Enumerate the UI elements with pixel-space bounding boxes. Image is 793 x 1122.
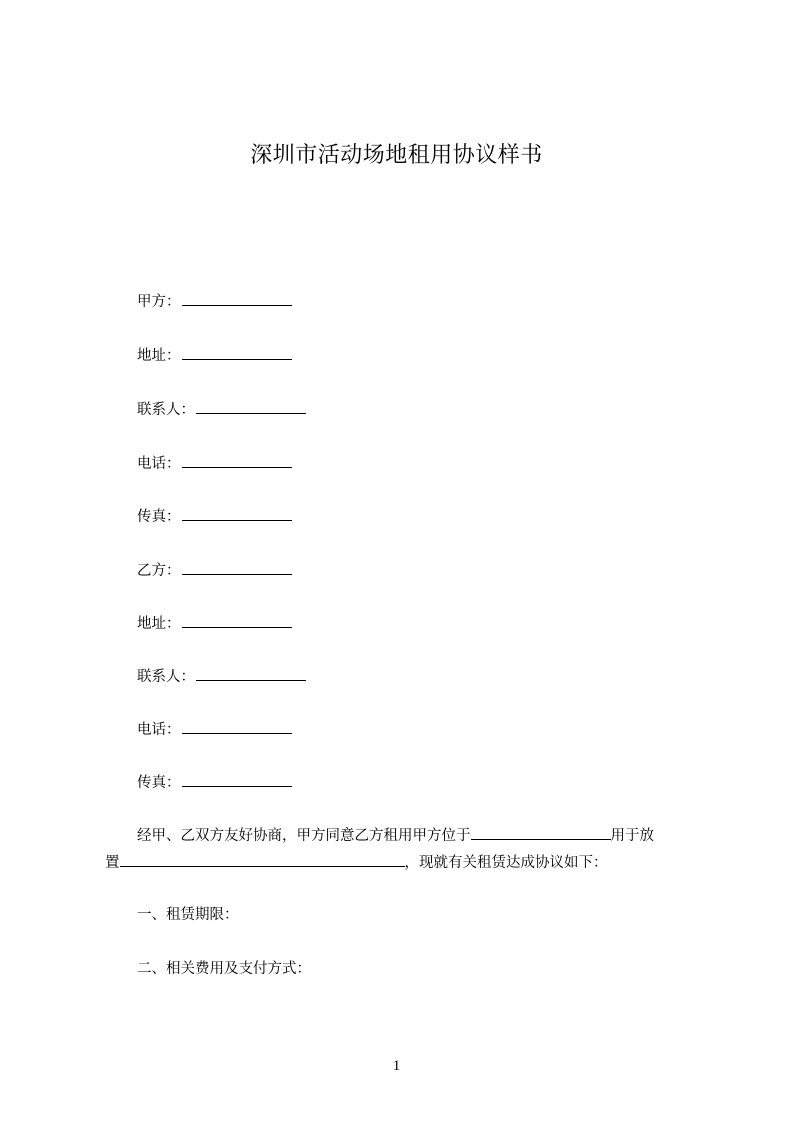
- intro-paragraph-line-2: [105, 852, 705, 873]
- fill-in-blank[interactable]: [196, 399, 306, 414]
- intro-paragraph-line-1: [137, 825, 737, 846]
- field-label: 电话：: [137, 456, 181, 472]
- party-a-contact-field: [137, 399, 306, 420]
- intro-text: 置: [105, 855, 120, 871]
- party-a-fax-field: [137, 506, 292, 527]
- field-label: 电话：: [137, 722, 181, 738]
- intro-text: 经甲、乙双方友好协商，甲方同意乙方租用甲方位于: [137, 828, 471, 844]
- field-label: 甲方：: [137, 294, 181, 310]
- field-label: 联系人：: [137, 669, 195, 685]
- field-label: 乙方：: [137, 563, 181, 579]
- party-b-name-field: [137, 560, 292, 581]
- party-b-contact-field: [137, 666, 306, 687]
- field-label: 传真：: [137, 775, 181, 791]
- fill-in-blank[interactable]: [182, 345, 292, 360]
- fill-in-blank[interactable]: [182, 291, 292, 306]
- fill-in-blank[interactable]: [182, 719, 292, 734]
- party-a-address-field: [137, 345, 292, 366]
- party-b-fax-field: [137, 772, 292, 793]
- fill-in-blank[interactable]: [182, 613, 292, 628]
- purpose-blank[interactable]: [120, 852, 405, 867]
- party-a-name-field: [137, 291, 292, 312]
- document-title: 深圳市活动场地租用协议样书: [250, 143, 543, 168]
- field-label: 联系人：: [137, 402, 195, 418]
- party-b-phone-field: [137, 719, 292, 740]
- party-b-address-field: [137, 613, 292, 634]
- fill-in-blank[interactable]: [182, 506, 292, 521]
- location-blank[interactable]: [471, 825, 611, 840]
- field-label: 地址：: [137, 348, 181, 364]
- fill-in-blank[interactable]: [182, 560, 292, 575]
- intro-text: 用于放: [610, 828, 654, 844]
- page-number: 1: [392, 1058, 401, 1074]
- fill-in-blank[interactable]: [182, 453, 292, 468]
- section-lease-term-heading: 一、租赁期限：: [137, 907, 239, 923]
- intro-text: ，现就有关租赁达成协议如下：: [404, 855, 608, 871]
- section-fees-payment-heading: 二、相关费用及支付方式：: [137, 961, 311, 977]
- field-label: 地址：: [137, 616, 181, 632]
- field-label: 传真：: [137, 509, 181, 525]
- party-a-phone-field: [137, 453, 292, 474]
- fill-in-blank[interactable]: [182, 772, 292, 787]
- fill-in-blank[interactable]: [196, 666, 306, 681]
